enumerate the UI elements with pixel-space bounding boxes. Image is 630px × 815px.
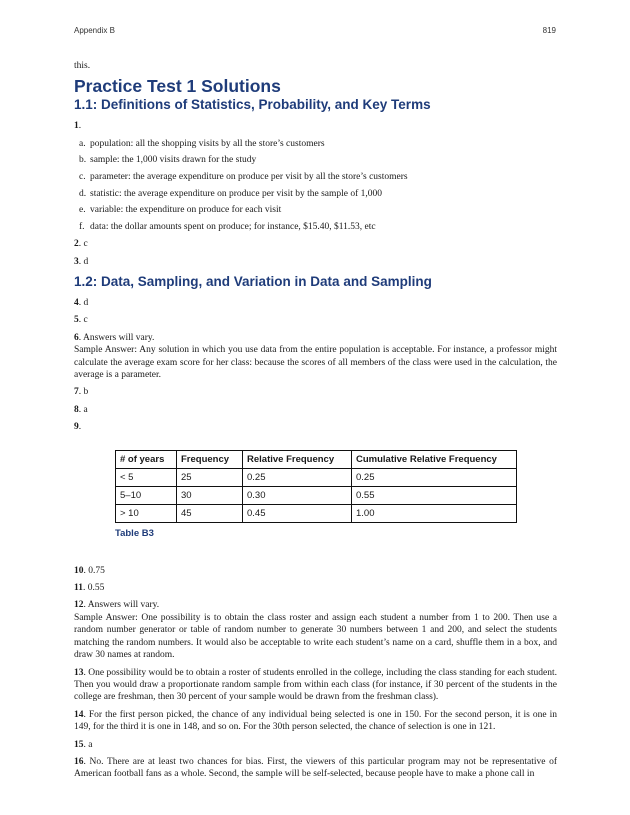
answer-number: 16 xyxy=(74,756,84,767)
answer-4 xyxy=(74,297,557,309)
answer-number: 14 xyxy=(74,709,84,720)
answer-13 xyxy=(74,667,557,704)
answer-number: 3 xyxy=(74,256,79,267)
answer-number: 2 xyxy=(74,239,79,250)
table-header-row xyxy=(116,450,517,468)
answer-5 xyxy=(74,314,557,326)
table-cell: < 5 xyxy=(116,468,177,486)
table-cell: 0.25 xyxy=(243,468,352,486)
running-header-left: Appendix B xyxy=(74,26,115,35)
answer-number: 10 xyxy=(74,565,84,576)
page-title: Practice Test 1 Solutions xyxy=(74,76,281,97)
table-cell: 0.25 xyxy=(352,468,517,486)
table-cell: 0.45 xyxy=(243,504,352,522)
answer-text: . Answers will vary. xyxy=(83,600,160,611)
answer-7 xyxy=(74,386,557,398)
table-cell: 0.55 xyxy=(352,486,517,504)
frequency-table xyxy=(115,450,517,523)
table-cell: 1.00 xyxy=(352,504,517,522)
answer-16 xyxy=(74,756,557,781)
table-cell: 0.30 xyxy=(243,486,352,504)
table-row xyxy=(116,504,517,522)
answer-number: 12 xyxy=(74,600,84,611)
answer-12 xyxy=(74,599,557,661)
answer-number: 13 xyxy=(74,667,84,678)
answer-number: 1 xyxy=(74,121,79,132)
answer-text: . xyxy=(78,422,82,433)
answer-number: 9 xyxy=(74,422,79,433)
answer-11 xyxy=(74,582,557,594)
answer-text: . d xyxy=(78,256,89,267)
list-item-text: sample: the 1,000 visits drawn for the study xyxy=(90,155,257,166)
list-marker: d. xyxy=(79,188,87,199)
list-marker: b. xyxy=(79,155,87,166)
list-item xyxy=(74,138,557,150)
section-heading-1-2: 1.2: Data, Sampling, and Variation in Data and Sampling xyxy=(74,274,432,289)
sample-answer: Sample Answer: Any solution in which you use data from the entire population is acceptable. For instance, a professor might calculate the average exam score for her class: because the scores of all members of the class were used in the calculation, the average is a parameter. xyxy=(74,345,557,381)
section-heading-1-1: 1.1: Definitions of Statistics, Probability, and Key Terms xyxy=(74,97,431,113)
answer-1-list xyxy=(74,138,557,233)
answer-text: . a xyxy=(83,739,93,750)
list-marker: f. xyxy=(79,221,85,232)
answer-number: 5 xyxy=(74,315,79,326)
answer-text: . 0.75 xyxy=(83,565,105,576)
list-item-text: statistic: the average expenditure on produce per visit by the sample of 1,000 xyxy=(90,188,383,199)
answer-3 xyxy=(74,256,557,268)
column-header: # of years xyxy=(116,450,177,468)
answer-9 xyxy=(74,421,557,433)
list-item-text: population: all the shopping visits by all the store’s customers xyxy=(90,138,325,149)
answer-number: 6 xyxy=(74,332,79,343)
answer-number: 7 xyxy=(74,387,79,398)
list-marker: e. xyxy=(79,205,86,216)
answer-text: . No. There are at least two chances for bias. First, the viewers of this particular program may not be representative of American football fans as a whole. Second, the sample will be self-selected, because people have to make a phone call in xyxy=(74,756,557,780)
answer-15 xyxy=(74,739,557,751)
answer-14 xyxy=(74,709,557,734)
column-header: Frequency xyxy=(177,450,243,468)
list-item xyxy=(74,221,557,233)
table-cell: > 10 xyxy=(116,504,177,522)
list-item-text: data: the dollar amounts spent on produce; for instance, $15.40, $11.53, etc xyxy=(90,221,376,232)
answer-text: . Answers will vary. xyxy=(78,332,155,343)
answer-text: . a xyxy=(78,404,88,415)
column-header: Cumulative Relative Frequency xyxy=(352,450,517,468)
table-cell: 30 xyxy=(177,486,243,504)
answer-text: . 0.55 xyxy=(82,583,105,594)
list-item xyxy=(74,204,557,216)
answer-text: . c xyxy=(78,239,88,250)
table-row xyxy=(116,486,517,504)
intro-text: this. xyxy=(74,61,91,71)
list-item-text: variable: the expenditure on produce for each visit xyxy=(90,205,282,216)
answer-text: . One possibility would be to obtain a roster of students enrolled in the college, including the class standing for each student. Then you would draw a proportionate random sample from within each class (for instance, if 30 percent of the students in the college are freshman, then 30 percent of your sample would be drawn from the freshman class). xyxy=(74,667,557,703)
table-caption: Table B3 xyxy=(115,527,154,539)
list-marker: a. xyxy=(79,138,86,149)
list-item-text: parameter: the average expenditure on produce per visit by all the store’s customers xyxy=(90,172,408,182)
list-item xyxy=(74,188,557,200)
table-cell: 45 xyxy=(177,504,243,522)
answer-text: . c xyxy=(78,315,88,326)
answer-8 xyxy=(74,404,557,416)
answer-number: 11 xyxy=(74,583,83,594)
answer-1: 1. xyxy=(74,121,82,132)
table-row xyxy=(116,468,517,486)
answer-10 xyxy=(74,565,557,577)
list-item xyxy=(74,154,557,166)
table-cell: 5–10 xyxy=(116,486,177,504)
answer-text: . d xyxy=(78,298,89,308)
answer-text: . For the first person picked, the chance of any individual being selected is one in 150. For the second person, it is one in 149, for the third it is one in 148, and so on. For the 30th person selected, the chance of selection is one in 121. xyxy=(74,709,557,733)
table-cell: 25 xyxy=(177,468,243,486)
list-marker: c. xyxy=(79,172,86,182)
answer-text: . b xyxy=(78,387,89,398)
column-header: Relative Frequency xyxy=(243,450,352,468)
answer-number: 15 xyxy=(74,739,84,750)
page-content xyxy=(74,60,557,786)
answer-number: 4 xyxy=(74,298,79,308)
list-item xyxy=(74,171,557,183)
sample-answer: Sample Answer: One possibility is to obtain the class roster and assign each student a number from 1 to 200. Then use a random number generator or table of random number to generate 30 numbers between 1 and 200, and select the students matching the random numbers. It would also be acceptable to write each student’s name on a card, shuffle them in a box, and draw 30 names at random. xyxy=(74,612,557,661)
answer-number: 8 xyxy=(74,404,79,415)
page-number: 819 xyxy=(542,26,556,35)
answer-2 xyxy=(74,238,557,250)
answer-6 xyxy=(74,332,557,382)
